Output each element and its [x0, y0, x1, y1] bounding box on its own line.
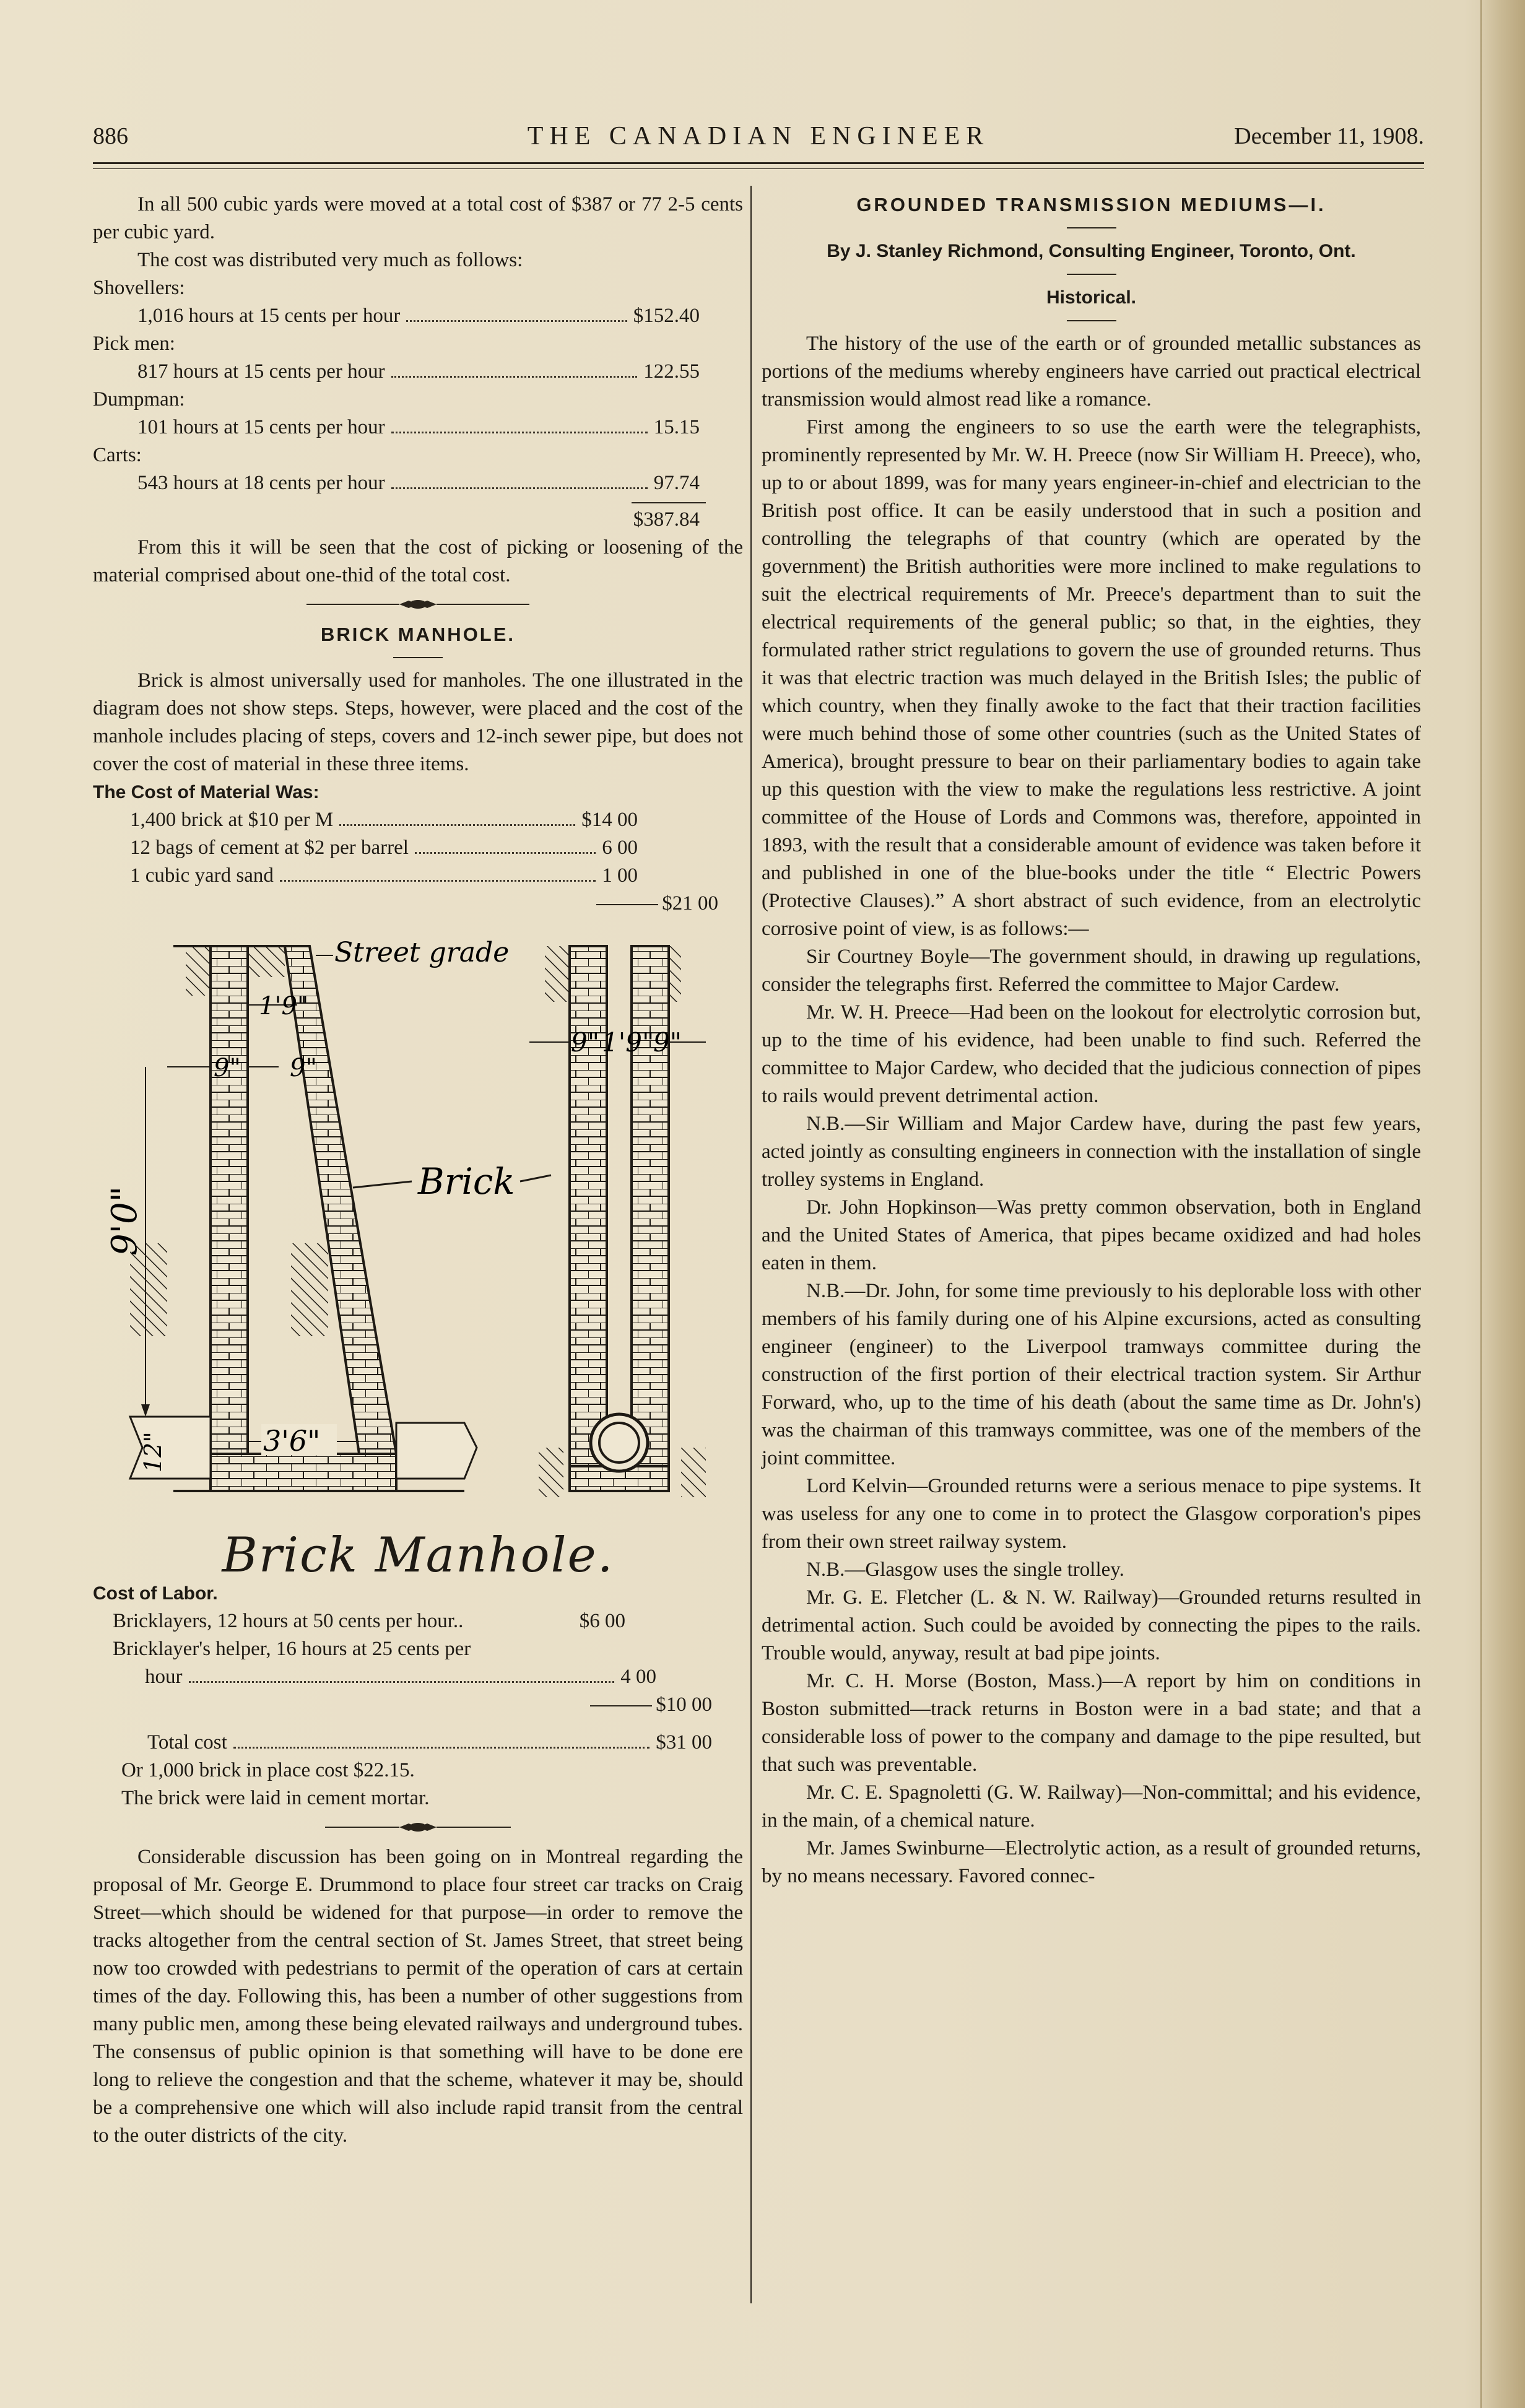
material-line: 1,400 brick at $10 per M $14 00 — [130, 809, 638, 831]
article-paragraph: Mr. G. E. Fletcher (L. & N. W. Railway)—Grounded returns resulted in detrimental action. Such could be avoided by connecting the pipes to the rails. Trouble would, anyway, result at bad pipe joints. — [762, 1586, 1421, 1664]
article-paragraph: Dr. John Hopkinson—Was pretty common observation, both in England and the United States of America, that pipes became oxidized and had holes eaten in them. — [762, 1196, 1421, 1274]
cost-total: $387.84 — [633, 508, 700, 531]
labor-line: Bricklayer's helper, 16 hours at 25 cents per — [113, 1638, 471, 1660]
diagram-caption: Brick Manhole. — [222, 1528, 614, 1583]
cost-line: 543 hours at 18 cents per hour 97.74 — [137, 472, 700, 494]
svg-text:Brick: Brick — [418, 1160, 515, 1202]
cost-group-label: Shovellers: — [93, 277, 185, 299]
material-line: 12 bags of cement at $2 per barrel 6 00 — [130, 837, 638, 859]
left-column — [93, 191, 743, 2150]
conclusion-paragraph: From this it will be seen that the cost of picking or loosening of the material comprised about one-thid of the total cost. — [93, 536, 743, 586]
article-paragraph: The history of the use of the earth or of grounded metallic substances as portions of the mediums whereby engineers have carried out practical electrical transmission would almost read like a romance. — [762, 333, 1421, 411]
journal-title: THE CANADIAN ENGINEER — [527, 122, 990, 150]
byline-rule — [1067, 274, 1116, 275]
svg-text:12": 12" — [139, 1432, 167, 1472]
material-table — [93, 806, 743, 918]
svg-text:Street grade: Street grade — [334, 937, 510, 968]
montreal-paragraph: Considerable discussion has been going on in Montreal regarding the proposal of Mr. George E. Drummond to place four street car tracks on Craig Street—which should be widened for that purpose—in order to remove the tracks altogether from the central section of St. James Street, that street being now too crowded with pedestrians to permit of the operation of cars at certain times of the day. Following this, has been a number of other suggestions from many public men, among these being elevated railways and underground tubes. The consensus of public opinion is that something will have to be done ere long to relieve the congestion and that the scheme, whatever it may be, should be a comprehensive one which will also include rapid transit from the central to the outer districts of the city. — [93, 1846, 743, 2147]
svg-text:9'0": 9'0" — [105, 1186, 145, 1256]
labor-table — [93, 1607, 743, 1719]
page-binding-edge — [1480, 0, 1525, 2408]
labor-line: Bricklayers, 12 hours at 50 cents per hour.. $6 00 — [113, 1610, 625, 1632]
intro-paragraph: In all 500 cubic yards were moved at a total cost of $387 or 77 2-5 cents per cubic yard. — [93, 193, 743, 243]
section-view-left — [105, 937, 551, 1491]
grand-total-line: Total cost $31 00 — [147, 1731, 712, 1754]
article-paragraph: N.B.—Glasgow uses the single trolley. — [806, 1558, 1124, 1581]
article-paragraph: Mr. C. H. Morse (Boston, Mass.)—A report by him on conditions in Boston submitted—track returns in Boston were in a bad state; and that a considerable loss of power to the company and damage to the pipe resulted, but that such was preventable. — [762, 1670, 1421, 1776]
column-divider — [750, 186, 752, 2303]
labor-total: $10 00 — [93, 1691, 743, 1719]
header-rule — [93, 162, 1424, 164]
cost-group-label: Pick men: — [93, 333, 175, 355]
cost-group-label: Dumpman: — [93, 388, 185, 411]
right-column — [762, 191, 1421, 1890]
manhole-paragraph: Brick is almost universally used for manholes. The one illustrated in the diagram does not show steps. Steps, however, were placed and the cost of the manhole includes placing of steps, covers and 12-inch sewer pipe, but does not cover the cost of material in these three items. — [93, 669, 743, 775]
brick-manhole-heading: BRICK MANHOLE. — [320, 624, 516, 645]
article-paragraph: Mr. C. E. Spagnoletti (G. W. Railway)—Non-committal; and his evidence, in the main, of a chemical nature. — [762, 1781, 1421, 1832]
article-paragraph: Mr. W. H. Preece—Had been on the lookout for electrolytic corrosion but, up to the time of his evidence, had been unable to find such. Referred the committee to Major Cardew, who decided that the judicious connection of pipes to rails would prevent detrimental action. — [762, 1001, 1421, 1107]
svg-text:1'9": 1'9" — [259, 992, 309, 1020]
svg-text:1'9": 1'9" — [602, 1027, 654, 1058]
title-rule — [1067, 227, 1116, 228]
per-thousand-line: Or 1,000 brick in place cost $22.15. — [121, 1759, 415, 1781]
svg-text:9": 9" — [290, 1054, 317, 1082]
svg-text:9": 9" — [653, 1027, 682, 1058]
cost-group-label: Carts: — [93, 444, 142, 466]
material-heading: The Cost of Material Was: — [93, 782, 319, 802]
material-line: 1 cubic yard sand 1 00 — [130, 864, 638, 887]
section-rule — [1067, 320, 1116, 321]
section-heading: Historical. — [1046, 287, 1137, 308]
article-paragraph: First among the engineers to so use the earth were the telegraphists, prominently represented by Mr. W. H. Preece (now Sir William H. Preece), who, up to or about 1899, was for many years engineer-in-chief and electrician to the British post office. It can be easily understood that in such a position and controlling the telegraphs of that country (which are operated by the government) the British authorities were more inclined to make regulations to suit the electrical requirements of Mr. Preece's department than to suit the electrical requirements of the general public; so that, in the eighties, they formulated rather strict regulations to govern the use of grounded returns. Thus it was that electric traction was much delayed in the British Isles; the public of which country, when they finally awoke to the fact that their traction facilities were much behind those of some other countries (such as the United States of America), brought pressure to bear on their parliamentary bodies to again take up this question with the view to make the regulations less restrictive. A joint committee of the House of Lords and Commons was, therefore, appointed in 1893, with the result that a considerable amount of evidence was taken before it and published in one of the blue-books under the title “ Electric Powers (Protective Clauses).” A short abstract of such evidence, from an electrolytic corrosive point of view, is as follows:— — [762, 416, 1421, 940]
section-ornament — [93, 1821, 743, 1833]
labor-heading: Cost of Labor. — [93, 1583, 218, 1604]
cost-line: 101 hours at 15 cents per hour 15.15 — [137, 416, 700, 438]
labor-line: hour 4 00 — [145, 1666, 656, 1688]
article-paragraph: Sir Courtney Boyle—The government should, in drawing up regulations, consider the telegraphs first. Referred the committee to Major Cardew. — [762, 945, 1421, 996]
mortar-line: The brick were laid in cement mortar. — [121, 1787, 430, 1809]
cost-line: 1,016 hours at 15 cents per hour $152.40 — [137, 305, 700, 327]
header-rule-thin — [93, 168, 1424, 169]
article-paragraph: N.B.—Sir William and Major Cardew have, during the past few years, acted jointly as consulting engineers in connection with the installation of single trolley systems in England. — [762, 1113, 1421, 1191]
issue-date: December 11, 1908. — [1234, 123, 1424, 149]
brick-manhole-diagram — [93, 921, 743, 1541]
cost-line: 817 hours at 15 cents per hour 122.55 — [137, 360, 700, 383]
article-title: GROUNDED TRANSMISSION MEDIUMS—I. — [856, 194, 1326, 215]
article-byline: By J. Stanley Richmond, Consulting Engineer, Toronto, Ont. — [827, 241, 1356, 261]
article-paragraph: Mr. James Swinburne—Electrolytic action, as a result of grounded returns, by no means necessary. Favored connec- — [762, 1837, 1421, 1887]
distribution-intro: The cost was distributed very much as follows: — [137, 249, 523, 271]
article-paragraph: Lord Kelvin—Grounded returns were a serious menace to pipe systems. It was useless for any one to come in to protect the Glasgow corporation's pipes from their own street railway system. — [762, 1475, 1421, 1553]
heading-rule — [393, 657, 443, 658]
svg-text:9": 9" — [571, 1027, 600, 1058]
article-paragraph: N.B.—Dr. John, for some time previously to his deplorable loss with other members of his family during one of his Alpine excursions, acted as consulting engineer (engineer) to the Liverpool tramways committee during the construction of the first portion of their electrical traction system. Sir Arthur Forward, who, up to the time of his death (about the same time as Dr. John's) was the chairman of this tramways committee, was one of the members of the joint committee. — [762, 1280, 1421, 1469]
section-ornament — [93, 598, 743, 611]
material-total: $21 00 — [93, 890, 743, 918]
sum-rule — [632, 502, 706, 503]
svg-text:3'6": 3'6" — [263, 1424, 321, 1458]
svg-text:9": 9" — [214, 1054, 241, 1082]
section-view-right — [529, 946, 706, 1497]
cost-table — [93, 274, 743, 534]
page-header — [93, 116, 1424, 160]
page-number: 886 — [93, 123, 128, 149]
